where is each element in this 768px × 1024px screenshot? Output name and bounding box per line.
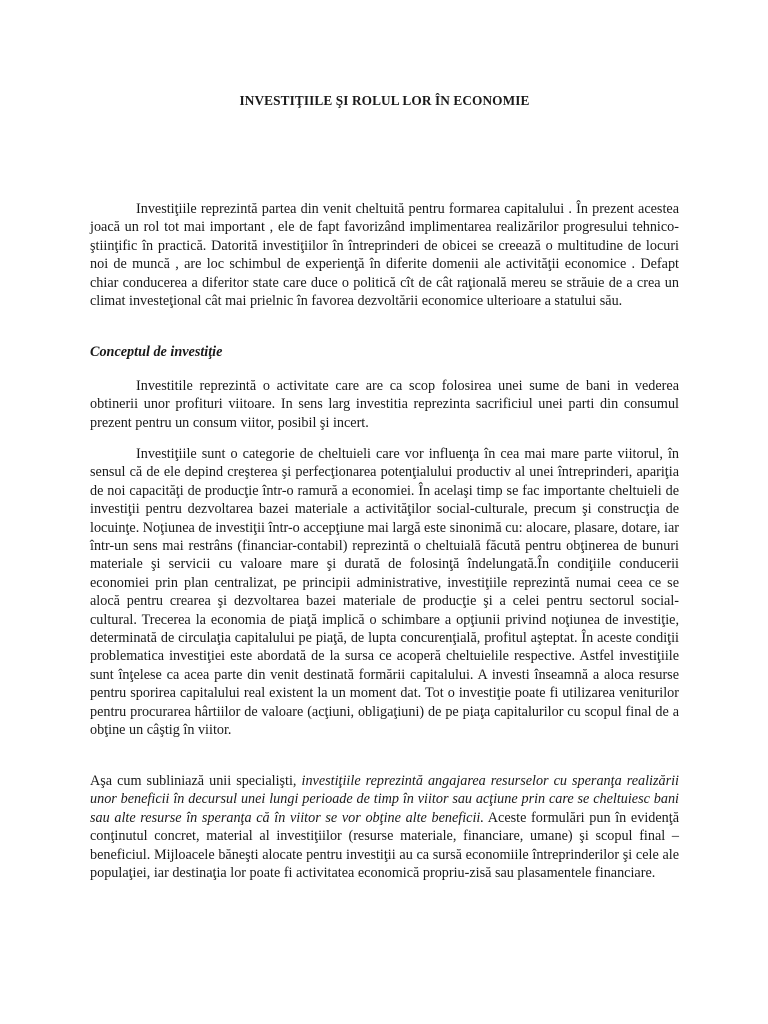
paragraph-investments-category: Investiţiile sunt o categorie de cheltuieli care vor influenţa în cea mai mare parte viitorul, în sensul că de ele depind creşterea şi perfecţionarea potenţialului productiv al unei întreprinderi, apariţia de noi capacităţi de producţie într-o ramură a economiei. În acelaşi timp se fac importante cheltuieli de investiţii pentru dezvoltarea bazei materiale a activităţilor social-culturale, precum şi construcţia de locuinţe. Noţiunea de investiţii într-o accepţiune mai largă este sinonimă cu: alocare, plasare, dotare, iar într-un sens mai restrâns (financiar-contabil) reprezintă o cheltuială făcută pentru obţinerea de bunuri materiale şi servicii cu valoare mare şi durată de folosinţă îndelungată.În condiţiile conducerii economiei prin plan centralizat, pe principii administrative, investiţiile reprezintă numai ceea ce se alocă pentru crearea şi dezvoltarea bazei materiale de producţie şi a celei pentru sectorul social-cultural. Trecerea la economia de piaţă implică o schimbare a opţiunii privind noţiunea de investiţie, determinată de circulaţia capitalului pe piaţă, de lupta concurenţială, profitul aşteptat. În aceste condiţii problematica investiţiei este abordată de la sursa ce acoperă cheltuielile respective. Astfel investiţiile sunt înţelese ca acea parte din venit destinată formării capitalului. A investi înseamnă a aloca resurse pentru sporirea capitalului real existent la un moment dat. Tot o investiţie poate fi utilizarea veniturilor pentru procurarea hârtiilor de valoare (acţiuni, obligaţiuni) de pe piaţa capitalurilor cu scopul final de a obţine un câştig în viitor. bbox=[90, 446, 679, 739]
paragraph-specialists bbox=[90, 772, 679, 882]
paragraph-specialists-quote: investiţiile reprezintă angajarea resurselor cu speranţa realizării unor beneficii în decursul unei lungi perioade de timp în viitor sau acţiune prin care se cheltuiesc bani sau alte resurse în speranţa că în viitor se vor obţine alte beneficii. bbox=[90, 773, 679, 826]
document-page bbox=[90, 0, 679, 1024]
page-title: INVESTIŢIILE ŞI ROLUL LOR ÎN ECONOMIE bbox=[239, 93, 530, 108]
paragraph-specialists-end: Aceste formulări pun în evidenţă conţinutul concret, material al investiţiilor (resurse materiale, financiare, umane) şi scopul final – beneficiul. Mijloacele băneşti alocate pentru investiţii au ca sursă economiile întreprinderilor şi cele ale populaţiei, iar destinaţia lor poate fi activitatea economică propriu-zisă sau plasamentele financiare. bbox=[90, 809, 679, 882]
paragraph-specialists-start: Aşa cum subliniază unii specialişti, bbox=[90, 773, 302, 789]
paragraph-intro: Investiţiile reprezintă partea din venit cheltuită pentru formarea capitalului . În prezent acestea joacă un rol tot mai important , ele de fapt favorizând implimentarea realizărilor progresului tehnico-ştiinţific în practică. Datorită investiţiilor în întreprinderi de obicei se creează o multitudine de locuri noi de muncă , are loc schimbul de experienţă în diferite domenii ale activităţii economice . Defapt chiar conducerea a diferitor state care duce o politică cît de cât raţională mereu se străuie de a crea un climat investeţional cât mai prielnic în favorea dezvoltării economice ulterioare a statului său. bbox=[90, 201, 679, 310]
paragraph-definition: Investitile reprezintă o activitate care are ca scop folosirea unei sume de bani in vederea obtinerii unor profituri viitoare. In sens larg investitia reprezinta sacrificiul unei parti din consumul prezent pentru un consum viitor, posibil şi incert. bbox=[90, 378, 679, 431]
section-heading: Conceptul de investiţie bbox=[90, 344, 223, 360]
